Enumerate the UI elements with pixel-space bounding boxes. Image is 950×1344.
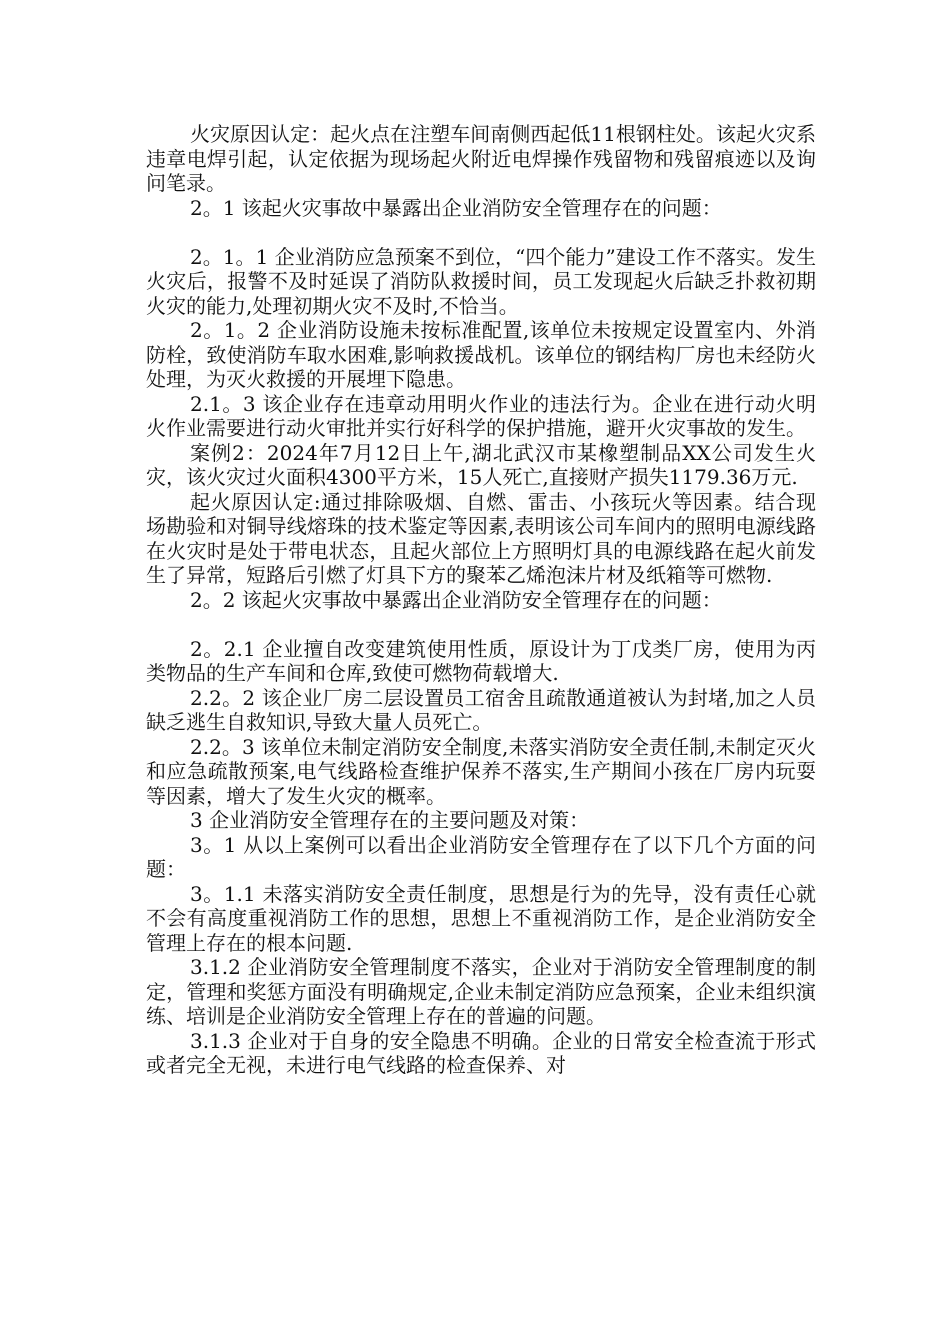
paragraph-2-1-1: 2。1。1 企业消防应急预案不到位，“四个能力”建设工作不落实。发生火灾后，报警不及时延误了消防队救援时间，员工发现起火后缺乏扑救初期火灾的能力,处理初期火灾不及时,不恰当。	[146, 244, 816, 318]
paragraph-fire-cause-2: 起火原因认定:通过排除吸烟、自燃、雷击、小孩玩火等因素。结合现场勘验和对铜导线熔珠的技术鉴定等因素,表明该公司车间内的照明电源线路在火灾时是处于带电状态，且起火部位上方照明灯具的电源线路在起火前发生了异常，短路后引燃了灯具下方的聚苯乙烯泡沫片材及纸箱等可燃物.	[146, 489, 816, 587]
heading-2-1: 2。1 该起火灾事故中暴露出企业消防安全管理存在的问题：	[190, 195, 722, 220]
heading-2-2: 2。2 该起火灾事故中暴露出企业消防安全管理存在的问题：	[190, 587, 722, 612]
paragraph-2-2-3: 2.2。3 该单位未制定消防安全制度,未落实消防安全责任制,未制定灭火和应急疏散预案,电气线路检查维护保养不落实,生产期间小孩在厂房内玩耍等因素，增大了发生火灾的概率。	[146, 734, 816, 808]
document-body	[146, 122, 816, 1078]
paragraph-3-1-2: 3.1.2 企业消防安全管理制度不落实，企业对于消防安全管理制度的制定，管理和奖惩方面没有明确规定,企业未制定消防应急预案，企业未组织演练、培训是企业消防安全管理上存在的普遍的问题。	[146, 955, 816, 1028]
paragraph-2-2-1: 2。2.1 企业擅自改变建筑使用性质，原设计为丁戊类厂房，使用为丙类物品的生产车间和仓库,致使可燃物荷载增大.	[146, 636, 816, 685]
paragraph-case-2: 案例2：2024年7月12日上午,湖北武汉市某橡塑制品XX公司发生火灾，该火灾过火面积4300平方米，15人死亡,直接财产损失1179.36万元.	[146, 440, 816, 489]
heading-3: 3 企业消防安全管理存在的主要问题及对策：	[190, 808, 590, 832]
paragraph-fire-cause-1: 火灾原因认定：起火点在注塑车间南侧西起低11根钢柱处。该起火灾系违章电焊引起，认定依据为现场起火附近电焊操作残留物和残留痕迹以及询问笔录。	[146, 122, 816, 195]
paragraph-2-2-2: 2.2。2 该企业厂房二层设置员工宿舍且疏散通道被认为封堵,加之人员缺乏逃生自救知识,导致大量人员死亡。	[146, 685, 816, 734]
paragraph-3-1: 3。1 从以上案例可以看出企业消防安全管理存在了以下几个方面的问题：	[146, 832, 816, 881]
paragraph-3-1-3: 3.1.3 企业对于自身的安全隐患不明确。企业的日常安全检查流于形式或者完全无视，未进行电气线路的检查保养、对	[146, 1028, 816, 1077]
paragraph-2-1-3: 2.1。3 该企业存在违章动用明火作业的违法行为。企业在进行动火明火作业需要进行动火审批并实行好科学的保护措施，避开火灾事故的发生。	[146, 391, 816, 440]
paragraph-2-1-2: 2。1。2 企业消防设施未按标准配置,该单位未按规定设置室内、外消防栓，致使消防车取水困难,影响救援战机。该单位的钢结构厂房也未经防火处理，为灭火救援的开展埋下隐患。	[146, 318, 816, 391]
paragraph-3-1-1: 3。1.1 未落实消防安全责任制度，思想是行为的先导，没有责任心就不会有高度重视消防工作的思想，思想上不重视消防工作，是企业消防安全管理上存在的根本问题.	[146, 881, 816, 955]
